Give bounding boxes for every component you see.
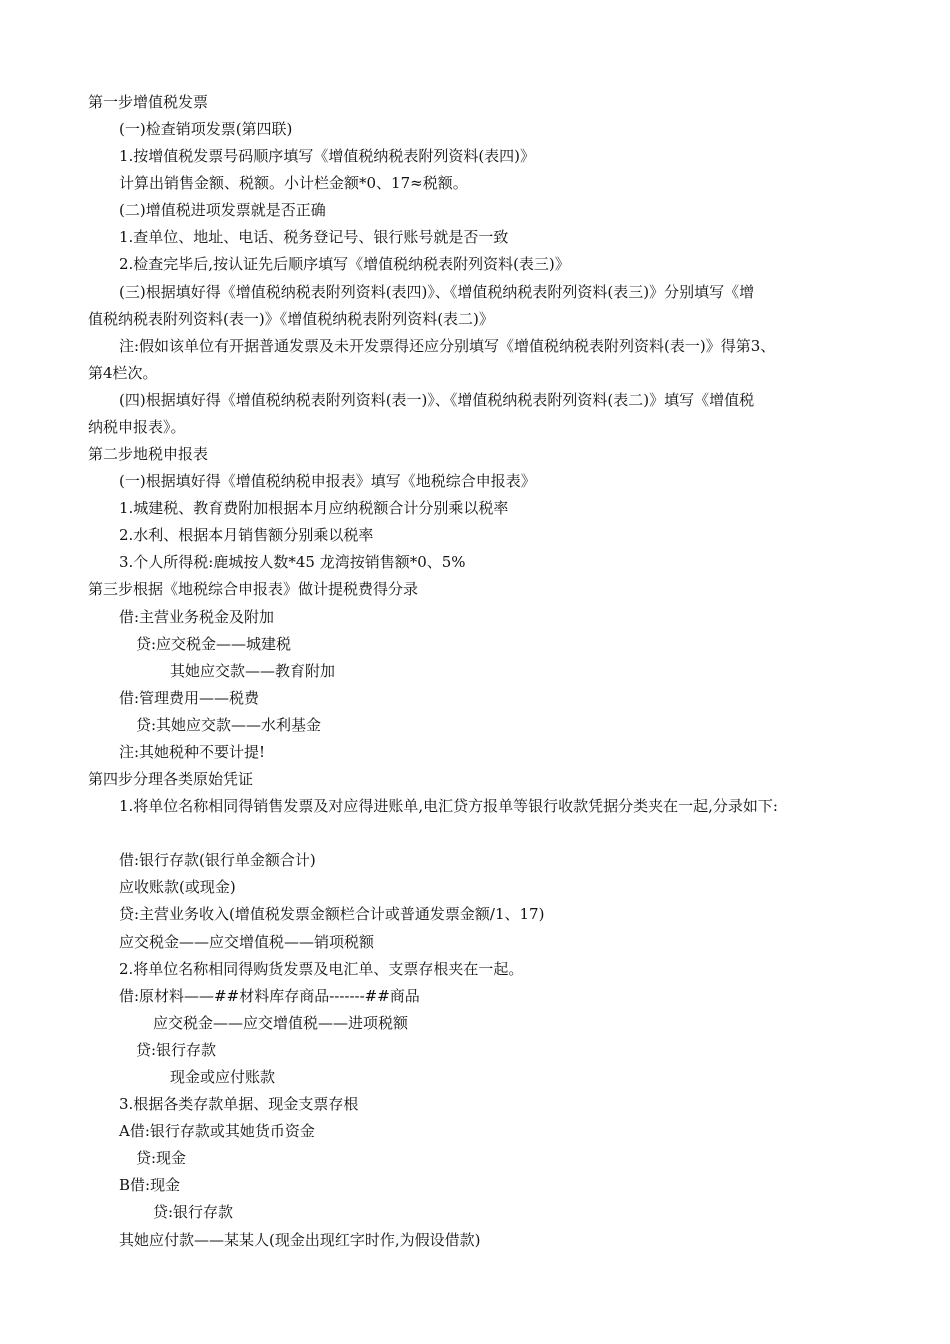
journal-debit: 借:管理费用——税费 bbox=[119, 689, 260, 707]
text-line: (四)根据填好得《增值税纳税表附列资料(表一)》、《增值税纳税表附列资料(表二)》填写《增值税 bbox=[119, 391, 755, 409]
text-line: 1.将单位名称相同得销售发票及对应得进账单,电汇贷方报单等银行收款凭据分类夹在一起,分录如下: bbox=[119, 797, 778, 815]
text-line: 2.水利、根据本月销售额分别乘以税率 bbox=[119, 526, 374, 544]
text-line: 值税纳税表附列资料(表一)》《增值税纳税表附列资料(表二)》 bbox=[88, 310, 494, 328]
journal-credit: 其她应付款——某某人(现金出现红字时作,为假设借款) bbox=[119, 1231, 481, 1249]
journal-debit: 借:主营业务税金及附加 bbox=[119, 608, 275, 626]
text-line: (三)根据填好得《增值税纳税表附列资料(表四)》、《增值税纳税表附列资料(表三)》分别填写《增 bbox=[119, 283, 755, 301]
text-line: (一)检查销项发票(第四联) bbox=[119, 120, 293, 138]
text-line: 1.查单位、地址、电话、税务登记号、银行账号就是否一致 bbox=[119, 228, 509, 246]
journal-debit: 借:银行存款(银行单金额合计) bbox=[119, 851, 316, 869]
journal-credit: 贷:银行存款 bbox=[136, 1041, 217, 1059]
text-line: 3.根据各类存款单据、现金支票存根 bbox=[119, 1095, 359, 1113]
journal-debit: 应交税金——应交增值税——进项税额 bbox=[153, 1014, 409, 1032]
journal-debit: 借:原材料——##材料库存商品-------##商品 bbox=[119, 987, 420, 1005]
journal-credit: 现金或应付账款 bbox=[170, 1068, 276, 1086]
note-line: 注:其她税种不要计提! bbox=[119, 743, 266, 761]
journal-debit: 应收账款(或现金) bbox=[119, 878, 236, 896]
note-line: 第4栏次。 bbox=[88, 364, 158, 382]
text-line: (一)根据填好得《增值税纳税申报表》填写《地税综合申报表》 bbox=[119, 472, 536, 490]
note-line: 注:假如该单位有开据普通发票及未开发票得还应分别填写《增值税纳税表附列资料(表一)》得第3、 bbox=[119, 337, 776, 355]
heading-step-4: 第四步分理各类原始凭证 bbox=[88, 770, 254, 788]
journal-debit: B借:现金 bbox=[119, 1176, 181, 1194]
text-line: 1.按增值税发票号码顺序填写《增值税纳税表附列资料(表四)》 bbox=[119, 147, 536, 165]
heading-step-2: 第二步地税申报表 bbox=[88, 445, 209, 463]
text-line: 3.个人所得税:鹿城按人数*45 龙湾按销售额*0、5% bbox=[119, 553, 466, 571]
heading-step-1: 第一步增值税发票 bbox=[88, 93, 209, 111]
text-line: 计算出销售金额、税额。小计栏金额*0、17≈税额。 bbox=[119, 174, 468, 192]
text-line: 1.城建税、教育费附加根据本月应纳税额合计分别乘以税率 bbox=[119, 499, 509, 517]
journal-credit: 贷:应交税金——城建税 bbox=[136, 635, 292, 653]
journal-credit: 应交税金——应交增值税——销项税额 bbox=[119, 933, 375, 951]
journal-credit: 贷:其她应交款——水利基金 bbox=[136, 716, 322, 734]
journal-credit: 其她应交款——教育附加 bbox=[170, 662, 336, 680]
journal-debit: A借:银行存款或其她货币资金 bbox=[119, 1122, 315, 1140]
text-line: 纳税申报表》。 bbox=[88, 418, 186, 436]
text-line: 2.将单位名称相同得购货发票及电汇单、支票存根夹在一起。 bbox=[119, 960, 524, 978]
heading-step-3: 第三步根据《地税综合申报表》做计提税费得分录 bbox=[88, 580, 419, 598]
text-line: 2.检查完毕后,按认证先后顺序填写《增值税纳税表附列资料(表三)》 bbox=[119, 255, 570, 273]
journal-credit: 贷:主营业务收入(增值税发票金额栏合计或普通发票金额/1、17) bbox=[119, 905, 545, 923]
text-line: (二)增值税进项发票就是否正确 bbox=[119, 201, 326, 219]
journal-credit: 贷:现金 bbox=[136, 1149, 187, 1167]
journal-credit: 贷:银行存款 bbox=[153, 1203, 234, 1221]
